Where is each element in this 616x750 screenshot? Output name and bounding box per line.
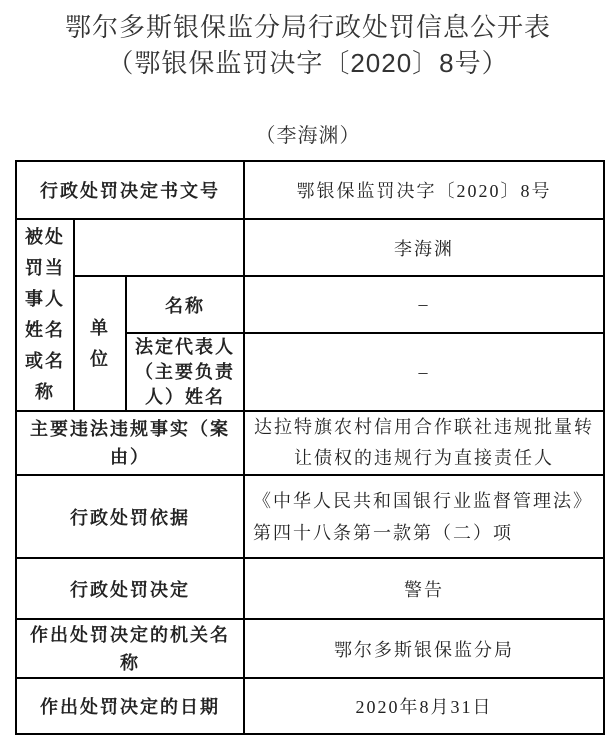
label-text: 行政处罚决定 (70, 579, 191, 600)
row-decision-date (16, 678, 604, 734)
row-authority-name (16, 619, 604, 678)
row-main-violation (16, 411, 604, 475)
label-text: 名称 (165, 295, 206, 316)
page-title-line1: 鄂尔多斯银保监分局行政处罚信息公开表 (64, 12, 551, 42)
label-decision-doc-number (16, 161, 244, 219)
label-unit-name (126, 276, 244, 333)
row-penalty-basis (16, 475, 604, 558)
row-punished-party-name (16, 219, 604, 276)
label-text: 单位 (90, 317, 110, 369)
label-text: 行政处罚依据 (70, 507, 191, 528)
row-decision-doc-number (16, 161, 604, 219)
page-title-line2: （鄂银保监罚决字〔2020〕8号） (107, 48, 509, 78)
value-text: 达拉特旗农村信用合作联社违规批量转让债权的违规行为直接责任人 (254, 417, 595, 468)
page-subtitle: （李海渊） (255, 125, 361, 147)
value-unit-name (244, 276, 604, 333)
value-text: 2020年8月31日 (355, 697, 493, 717)
value-text: 鄂尔多斯银保监分局 (334, 639, 515, 660)
label-text: 作出处罚决定的机关名称 (30, 624, 231, 673)
penalty-info-table (15, 160, 605, 735)
value-penalty-decision (244, 558, 604, 619)
row-unit-name (16, 276, 604, 333)
row-penalty-decision (16, 558, 604, 619)
value-text: 李海渊 (394, 238, 455, 259)
value-decision-doc-number (244, 161, 604, 219)
value-decision-date (244, 678, 604, 734)
value-penalty-basis (244, 475, 604, 558)
label-text: 被处罚当事人姓名或名称 (25, 227, 65, 402)
label-text: 行政处罚决定书文号 (40, 181, 221, 201)
value-text: 警告 (404, 579, 445, 600)
empty-cell (74, 219, 244, 276)
value-text: 鄂银保监罚决字〔2020〕8号 (296, 181, 552, 201)
page-title (0, 9, 616, 81)
value-text: – (418, 361, 430, 382)
page-header (0, 0, 616, 148)
label-text: 作出处罚决定的日期 (40, 697, 221, 717)
label-penalty-basis (16, 475, 244, 558)
label-main-violation (16, 411, 244, 475)
value-text: – (418, 294, 430, 314)
label-punished-party-group (16, 219, 74, 411)
value-text: 《中华人民共和国银行业监督管理法》第四十八条第一款第（二）项 (253, 490, 594, 543)
value-authority-name (244, 619, 604, 678)
label-text: 法定代表人（主要负责人）姓名 (135, 336, 236, 407)
label-text: 主要违法违规事实（案由） (30, 419, 231, 467)
label-decision-date (16, 678, 244, 734)
label-legal-representative (126, 333, 244, 411)
label-penalty-decision (16, 558, 244, 619)
value-main-violation (244, 411, 604, 475)
value-legal-representative (244, 333, 604, 411)
label-authority-name (16, 619, 244, 678)
label-unit (74, 276, 126, 411)
value-individual-name (244, 219, 604, 276)
